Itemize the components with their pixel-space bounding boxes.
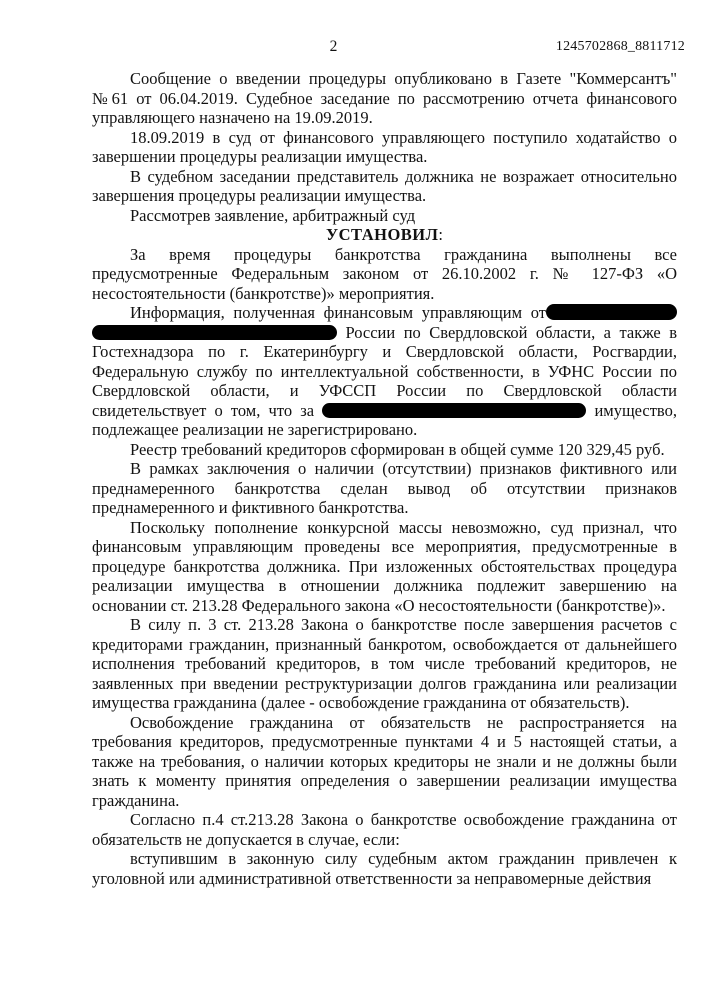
paragraph-motion-filed: 18.09.2019 в суд от финансового управляющего поступило ходатайство о завершении процедуры реализации имущества.: [92, 127, 677, 166]
page-number: 2: [329, 38, 338, 55]
paragraph-liability-case: вступившим в законную силу судебным актом гражданин привлечен к уголовной или административной ответственности за неправомерные действия: [92, 849, 677, 888]
paragraph-release-exceptions: Освобождение гражданина от обязательств не распространяется на требования кредиторов, предусмотренные пунктами 4 и 5 настоящей статьи, а также на требования, о наличии которых кредиторы не знали и не должны были знать к моменту принятия определения о завершении реализации имущества гражданина.: [92, 712, 677, 810]
paragraph-information-sources: [92, 303, 677, 440]
paragraph-release-rule: В силу п. 3 ст. 213.28 Закона о банкротстве после завершения расчетов с кредиторами гражданин, признанный банкротом, освобождается от дальнейшего исполнения требований кредиторов, в том числе требований кредиторов, не заявленных при введении реструктуризации долгов гражданина или реализации имущества гражданина (далее - освобождение гражданина от обязательств).: [92, 615, 677, 712]
text-run: России по Свердловской области, а также в Гостехнадзора по г. Екатеринбургу и Свердловской области, Росгвардии, Федеральную службу по интеллектуальной собственности, в УФНС России по Свердловской области, и УФССП России по Свердловской области свидетельствует о том, что за: [92, 322, 678, 420]
heading-colon: :: [438, 225, 444, 244]
text-run: Информация, полученная финансовым управляющим от: [130, 303, 546, 322]
redaction-box-2: [92, 325, 337, 340]
paragraph-procedures-completed: За время процедуры банкротства гражданина выполнены все предусмотренные Федеральным законом от 26.10.2002 г. № 127-ФЗ «О несостоятельности (банкротстве)» мероприятия.: [92, 244, 677, 303]
document-body: [92, 69, 677, 888]
redaction-box-3: [322, 403, 586, 418]
paragraph-fictitious-bankruptcy: В рамках заключения о наличии (отсутствии) признаков фиктивного или преднамеренного банкротства сделан вывод об отсутствии признаков преднамеренного и фиктивного банкротства.: [92, 459, 677, 517]
paragraph-debtor-no-objection: В судебном заседании представитель должника не возражает относительно завершения процедуры реализации имущества.: [92, 166, 677, 205]
paragraph-court-reviewed: Рассмотрев заявление, арбитражный суд: [130, 205, 416, 225]
paragraph-release-not-allowed: Согласно п.4 ст.213.28 Закона о банкротстве освобождение гражданина от обязательств не допускается в случае, если:: [92, 810, 677, 849]
redaction-box-1: [546, 304, 677, 320]
page-header: [92, 38, 685, 58]
paragraph-creditor-register: Реестр требований кредиторов сформирован в общей сумме 120 329,45 руб.: [130, 439, 665, 459]
text-run: имущество, подлежащее реализации не зарегистрировано.: [92, 400, 677, 439]
paragraph-publication-notice: Сообщение о введении процедуры опубликовано в Газете "Коммерсантъ" №61 от 06.04.2019. Судебное заседание по рассмотрению отчета финансового управляющего назначено на 19.09.2019.: [92, 69, 677, 127]
document-id: 1245702868_8811712: [555, 39, 685, 54]
section-heading-ustanovil: [92, 225, 677, 245]
heading-label: УСТАНОВИЛ: [325, 225, 439, 244]
paragraph-completion-grounds: Поскольку пополнение конкурсной массы невозможно, суд признал, что финансовым управляющим проведены все мероприятия, предусмотренные в процедуре банкротства должника. При изложенных обстоятельствах процедура реализации имущества в отношении должника подлежит завершению на основании ст. 213.28 Федерального закона «О несостоятельности (банкротстве)».: [92, 517, 677, 615]
